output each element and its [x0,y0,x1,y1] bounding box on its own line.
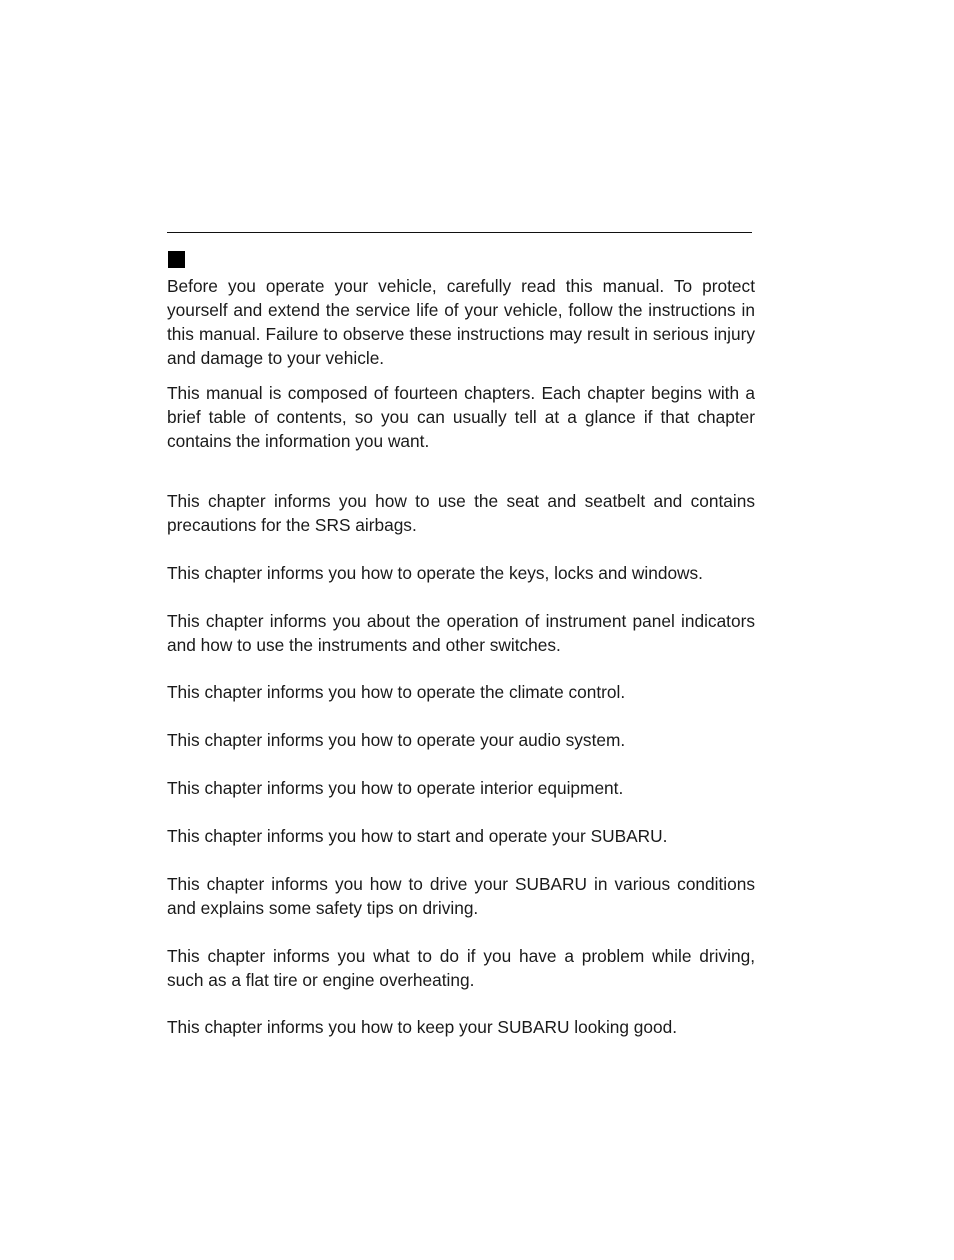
chapter-description: This chapter informs you what to do if you have a problem while driving, such as a flat tire or engine overheating. [167,946,755,990]
chapter-description: This chapter informs you how to keep your SUBARU looking good. [167,1017,678,1037]
chapter-description: This chapter informs you how to start and operate your SUBARU. [167,826,668,846]
section-marker-square [168,251,185,268]
chapter-description: This chapter informs you how to operate interior equipment. [167,778,624,798]
chapter-description: This chapter informs you about the operation of instrument panel indicators and how to use the instruments and other switches. [167,611,755,655]
chapter-description: This chapter informs you how to operate your audio system. [167,730,626,750]
chapter-description: This chapter informs you how to use the seat and seatbelt and contains precautions for the SRS airbags. [167,491,755,535]
section-rule [167,232,752,233]
intro-paragraph-1: Before you operate your vehicle, carefully read this manual. To protect yourself and extend the service life of your vehicle, follow the instructions in this manual. Failure to observe these instructions may result in serious injury and damage to your vehicle. [167,276,755,368]
chapter-description: This chapter informs you how to operate the keys, locks and windows. [167,563,703,583]
intro-paragraph-2: This manual is composed of fourteen chapters. Each chapter begins with a brief table of contents, so you can usually tell at a glance if that chapter contains the information you want. [167,383,755,451]
chapter-description: This chapter informs you how to drive your SUBARU in various conditions and explains some safety tips on driving. [167,874,755,918]
chapter-description: This chapter informs you how to operate the climate control. [167,682,626,702]
